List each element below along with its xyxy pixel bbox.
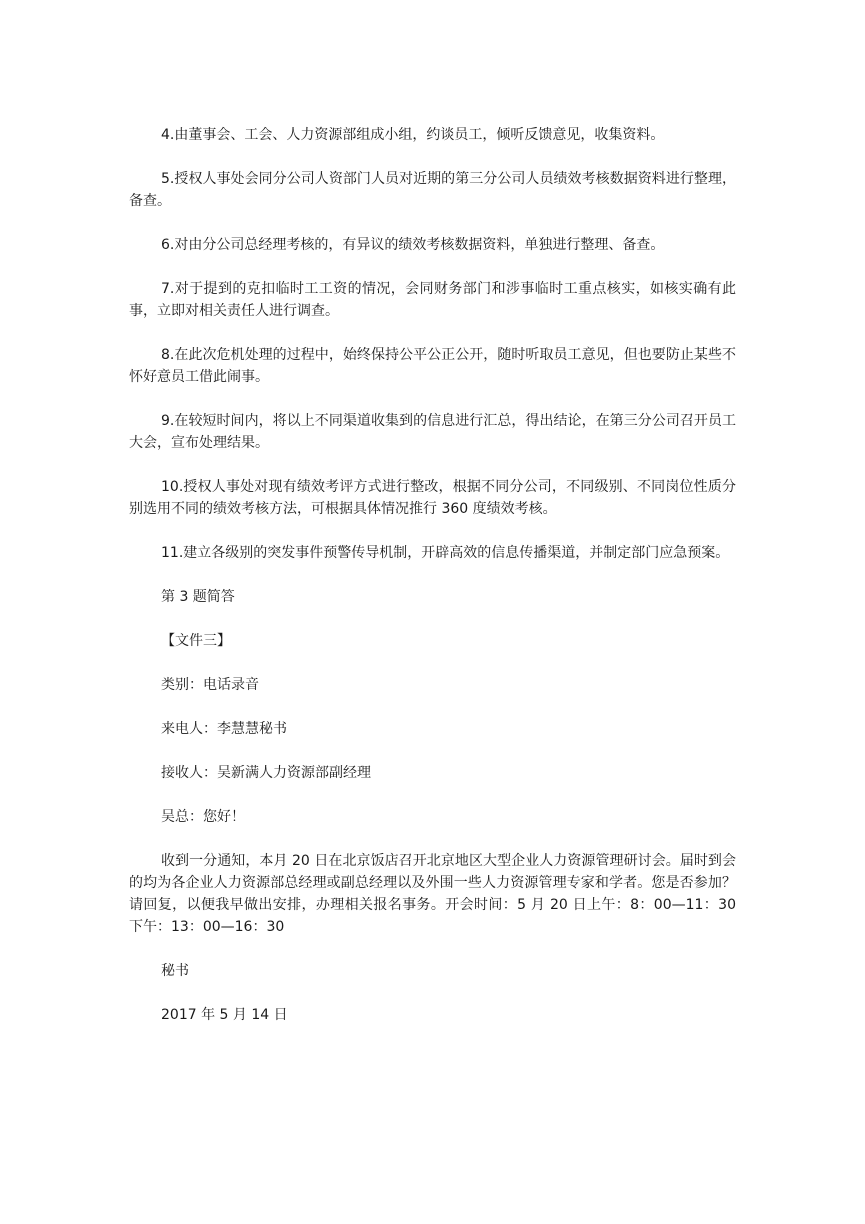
- caller-line: 来电人：李慧慧秘书: [161, 721, 287, 737]
- receiver-line: 接收人：吴新满人力资源部副经理: [161, 765, 371, 781]
- question-heading: 第 3 题简答: [161, 589, 235, 605]
- message-body: 收到一分通知，本月 20 日在北京饭店召开北京地区大型企业人力资源管理研讨会。届时到会的均为各企业人力资源部总经理或副总经理以及外围一些人力资源管理专家和学者。您是否参加？请回复，以便我早做出安排，办理相关报名事务。开会时间：5 月 20 日上午：8：00—11：30 下午：13：00—16：30: [129, 853, 736, 935]
- paragraph-item-11: 11.建立各级别的突发事件预警传导机制，开辟高效的信息传播渠道，并制定部门应急预案。: [161, 545, 730, 561]
- paragraph-item-6: 6.对由分公司总经理考核的，有异议的绩效考核数据资料，单独进行整理、备查。: [161, 237, 665, 253]
- file-title: 【文件三】: [161, 633, 231, 649]
- signature-line: 秘书: [161, 963, 189, 979]
- date-line: 2017 年 5 月 14 日: [161, 1007, 288, 1023]
- paragraph-item-4: 4.由董事会、工会、人力资源部组成小组，约谈员工，倾听反馈意见，收集资料。: [161, 127, 665, 143]
- paragraph-item-8: 8.在此次危机处理的过程中，始终保持公平公正公开，随时听取员工意见，但也要防止某些不怀好意员工借此闹事。: [129, 347, 736, 385]
- paragraph-item-10: 10.授权人事处对现有绩效考评方式进行整改，根据不同分公司，不同级别、不同岗位性质分别选用不同的绩效考核方法，可根据具体情况推行 360 度绩效考核。: [129, 479, 736, 517]
- paragraph-item-9: 9.在较短时间内，将以上不同渠道收集到的信息进行汇总，得出结论，在第三分公司召开员工大会，宣布处理结果。: [129, 413, 736, 451]
- paragraph-item-7: 7.对于提到的克扣临时工工资的情况，会同财务部门和涉事临时工重点核实，如核实确有此事，立即对相关责任人进行调查。: [129, 281, 736, 319]
- category-line: 类别：电话录音: [161, 677, 259, 693]
- greeting-line: 吴总：您好！: [161, 809, 245, 825]
- document-body: [129, 124, 736, 1048]
- paragraph-item-5: 5.授权人事处会同分公司人资部门人员对近期的第三分公司人员绩效考核数据资料进行整理，备查。: [129, 171, 736, 209]
